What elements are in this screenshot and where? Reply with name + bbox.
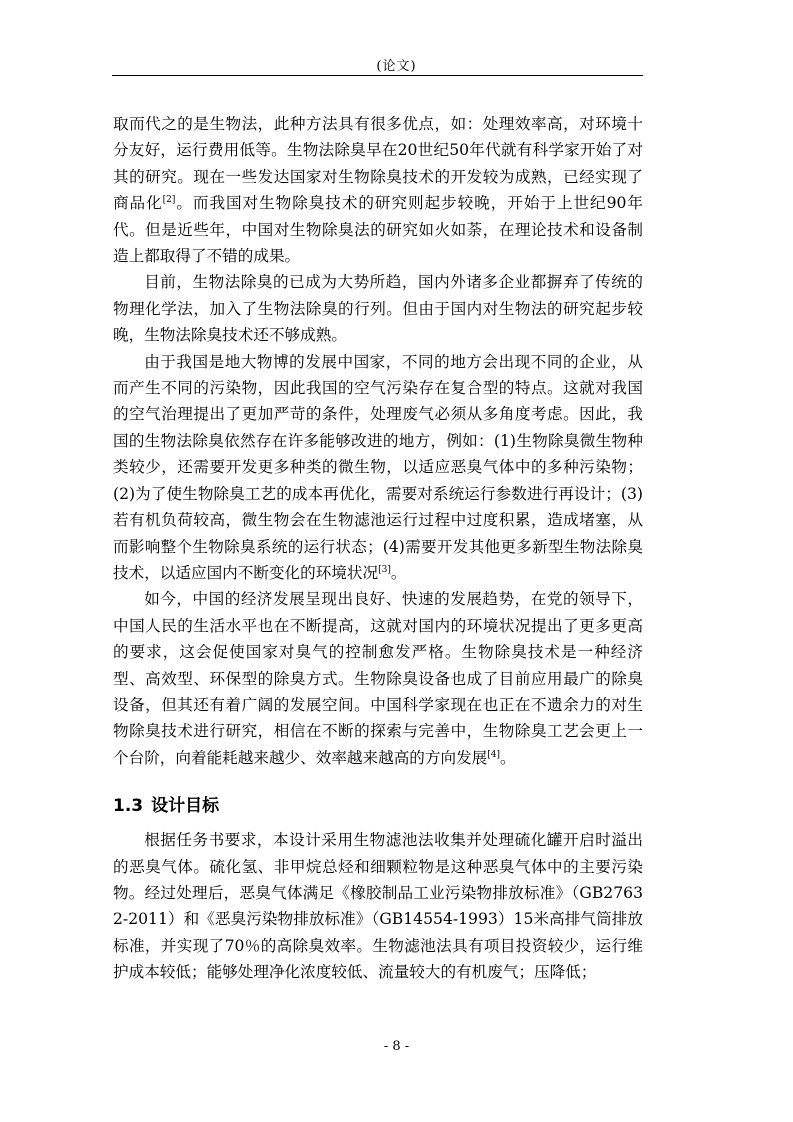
section-title: 设计目标 (151, 796, 220, 817)
document-body (113, 111, 643, 986)
paragraph-text: 根据任务书要求，本设计采用生物滤池法收集并处理硫化罐开启时溢出的恶臭气体。硫化氢、非甲烷总烃和细颗粒物是这种恶臭气体中的主要污染物。经过处理后，恶臭气体满足《橡胶制品工业污染物排放标准》（GB27632-2011）和《恶臭污染物排放标准》（GB14554-1993）15米高排气筒排放标准，并实现了70％的高除臭效率。生物滤池法具有项目投资较少，运行维护成本较低；能够处理净化浓度较低、流量较大的有机废气；压降低； (113, 831, 643, 982)
paragraph-3 (113, 349, 643, 587)
citation-ref: [2] (162, 195, 176, 206)
citation-ref: [3] (378, 564, 391, 575)
section-heading (113, 785, 643, 827)
paragraph-text: 取而代之的是生物法，此种方法具有很多优点，如：处理效率高，对环境十分友好，运行费用低等。生物法除臭早在20世纪50年代就有科学家开始了对其的研究。现在一些发达国家对生物除臭技术的开发较为成熟，已经实现了商品化 (113, 115, 643, 213)
section-paragraph (113, 827, 643, 985)
page-number: - 8 - (383, 1039, 410, 1054)
paragraph-text: 由于我国是地大物博的发展中国家，不同的地方会出现不同的企业，从而产生不同的污染物，因此我国的空气污染存在复合型的特点。这就对我国的空气治理提出了更加严苛的条件，处理废气必须从多角度考虑。因此，我国的生物法除臭依然存在许多能够改进的地方，例如：(1)生物除臭微生物种类较少，还需要开发更多种类的微生物，以适应恶臭气体中的多种污染物；(2)为了使生物除臭工艺的成本再优化，需要对系统运行参数进行再设计；(3)若有机负荷较高，微生物会在生物滤池运行过程中过度积累，造成堵塞，从而影响整个生物除臭系统的运行状态；(4)需要开发其他更多新型生物法除臭技术，以适应国内不断变化的环境状况 (113, 352, 643, 582)
paragraph-text: 如今，中国的经济发展呈现出良好、快速的发展趋势，在党的领导下，中国人民的生活水平也在不断提高，这就对国内的环境状况提出了更多更高的要求，这会促使国家对臭气的控制愈发严格。生物除臭技术是一种经济型、高效型、环保型的除臭方式。生物除臭设备也成了目前应用最广的除臭设备，但其还有着广阔的发展空间。中国科学家现在也正在不遗余力的对生物除臭技术进行研究，相信在不断的探索与完善中，生物除臭工艺会更上一个台阶，向着能耗越来越少、效率越来越高的方向发展 (113, 590, 643, 767)
paragraph-1 (113, 111, 643, 269)
paragraph-text: 。 (390, 563, 407, 582)
citation-ref: [4] (487, 749, 501, 760)
paragraph-text: 。 (500, 748, 516, 767)
paragraph-text: 目前，生物法除臭的已成为大势所趋，国内外诸多企业都摒弃了传统的物理化学法，加入了生物法除臭的行列。但由于国内对生物法的研究起步较晚，生物法除臭技术还不够成熟。 (113, 273, 643, 345)
section-number: 1.3 (113, 796, 144, 817)
page-header-title: (论文) (376, 59, 417, 74)
paragraph-text: 。而我国对生物除臭技术的研究则起步较晚，开始于上世纪90年代。但是近些年，中国对生物除臭法的研究如火如荼，在理论技术和设备制造上都取得了不错的成果。 (113, 194, 643, 266)
paragraph-4 (113, 586, 643, 771)
header-divider (112, 75, 643, 76)
paragraph-2 (113, 269, 643, 348)
